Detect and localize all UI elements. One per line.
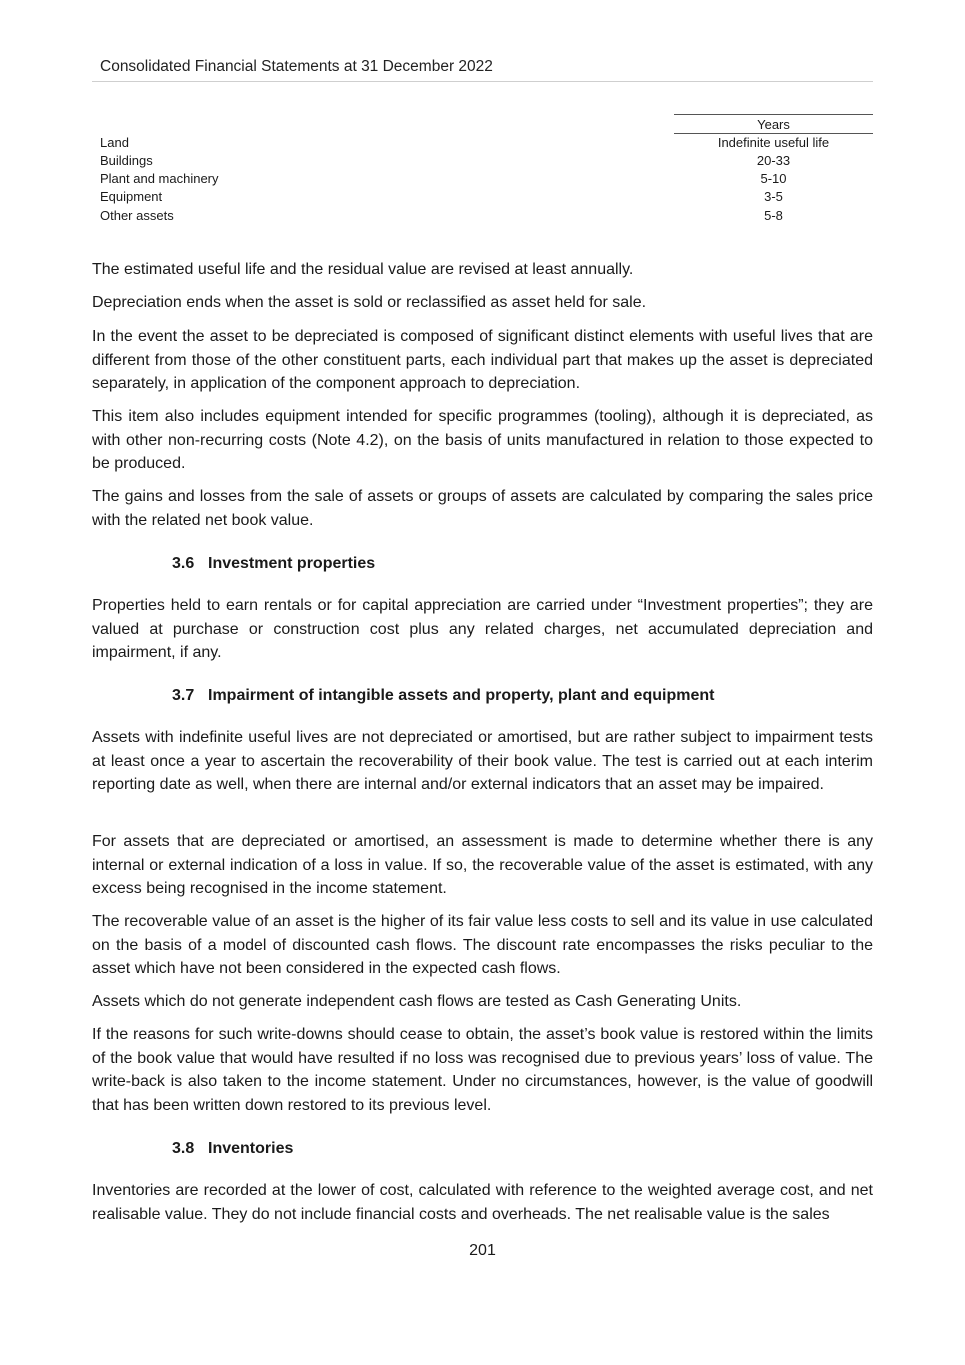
section-number: 3.8: [172, 1140, 195, 1157]
body-paragraph: Inventories are recorded at the lower of cost, calculated with reference to the weighted average cost, and net realisable value. They do not include financial costs and overheads. The net realisable value is the sales: [92, 1182, 873, 1223]
row-value: 5-10: [760, 171, 787, 186]
table-row: [100, 152, 873, 170]
section-number: 3.6: [172, 555, 195, 572]
section-heading: [172, 684, 873, 707]
section-title: Impairment of intangible assets and property, plant and equipment: [208, 687, 715, 704]
body-paragraph: The gains and losses from the sale of assets or groups of assets are calculated by comparing the sales price with the related net book value.: [92, 488, 873, 529]
table-row: [100, 170, 873, 188]
body-paragraph: This item also includes equipment intended for specific programmes (tooling), although it is depreciated, as with other non-recurring costs (Note 4.2), on the basis of units manufactured in relation to those expected to be produced.: [92, 408, 873, 472]
header-divider: [92, 81, 873, 82]
body-paragraph: In the event the asset to be depreciated is composed of significant distinct elements with useful lives that are different from those of the other constituent parts, each individual part that makes up the asset is depreciated separately, in application of the component approach to depreciation.: [92, 328, 873, 392]
row-label: Other assets: [100, 208, 174, 223]
table-row: [100, 207, 873, 225]
section-title: Investment properties: [208, 555, 376, 572]
page-number: 201: [469, 1242, 496, 1259]
body-paragraph: The recoverable value of an asset is the higher of its fair value less costs to sell and its value in use calculated on the basis of a model of discounted cash flows. The discount rate encompasses the risks peculiar to the asset which have not been considered in the expected cash flows.: [92, 913, 873, 977]
section-heading: [172, 552, 873, 575]
table-row: [100, 188, 873, 206]
body-paragraph: If the reasons for such write-downs should cease to obtain, the asset’s book value is restored within the limits of the book value that would have resulted if no loss was recognised due to previous years’ loss of value. The write-back is also taken to the income statement. Under no circumstances, however, is the value of goodwill that has been written down restored to its previous level.: [92, 1026, 873, 1114]
row-label: Buildings: [100, 153, 153, 168]
table-row: [100, 134, 873, 152]
body-paragraph: The estimated useful life and the residual value are revised at least annually.: [92, 261, 634, 278]
section-title: Inventories: [208, 1140, 294, 1157]
row-value: 3-5: [764, 189, 783, 204]
body-paragraph: Assets which do not generate independent cash flows are tested as Cash Generating Units.: [92, 993, 742, 1010]
section-number: 3.7: [172, 687, 195, 704]
body-paragraph: Depreciation ends when the asset is sold or reclassified as asset held for sale.: [92, 294, 647, 311]
section-heading: [172, 1137, 873, 1160]
row-value: 5-8: [764, 208, 783, 223]
body-paragraph: Assets with indefinite useful lives are not depreciated or amortised, but are rather subject to impairment tests at least once a year to ascertain the recoverability of their book value. The test is carried out at each interim reporting date as well, when there are internal and/or external indicators that an asset may be impaired.: [92, 729, 873, 793]
row-label: Land: [100, 135, 129, 150]
row-label: Plant and machinery: [100, 171, 219, 186]
running-header: Consolidated Financial Statements at 31 December 2022: [100, 58, 493, 75]
body-paragraph: For assets that are depreciated or amortised, an assessment is made to determine whether there is any internal or external indication of a loss in value. If so, the recoverable value of the asset is estimated, with any excess being recognised in the income statement.: [92, 833, 873, 897]
row-value: 20-33: [756, 153, 791, 168]
row-label: Equipment: [100, 189, 163, 204]
body-paragraph: Properties held to earn rentals or for capital appreciation are carried under “Investment properties”; they are valued at purchase or construction cost plus any related charges, net accumulated depreciation and impairment, if any.: [92, 597, 873, 661]
row-value: Indefinite useful life: [717, 135, 830, 150]
table-column-header: Years: [674, 114, 873, 134]
